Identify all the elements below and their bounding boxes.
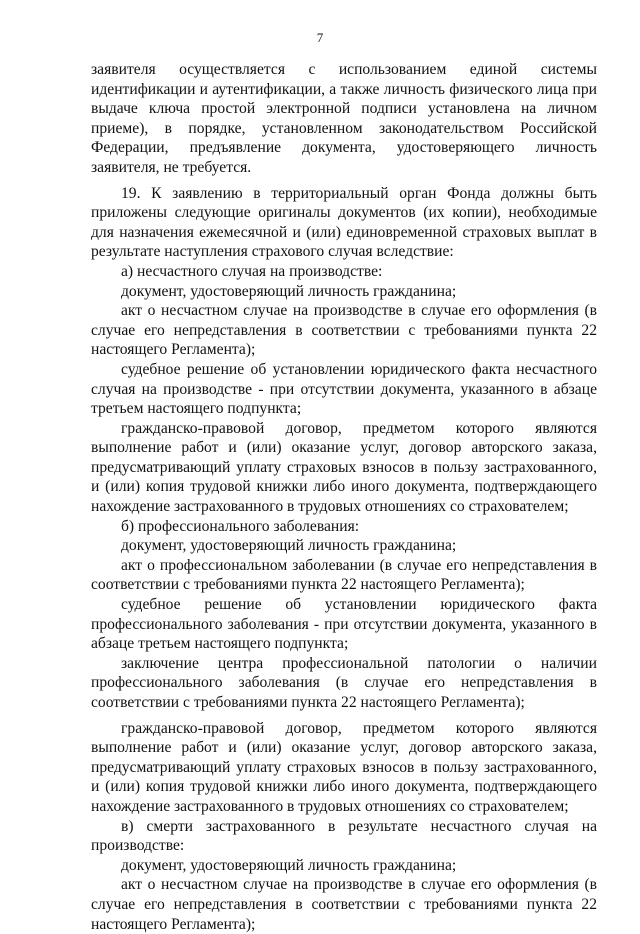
- paragraph: гражданско-правовой договор, предметом которого являются выполнение работ и (или) оказание услуг, договор авторского заказа, предусматривающий уплату страховых взносов в пользу застрахованного, и (или) копия трудовой книжки либо иного документа, подтверждающего нахождение застрахованного в трудовых отношениях со страхователем;: [91, 719, 597, 815]
- paragraph: акт о профессиональном заболевании (в случае его непредставления в соответствии с требованиями пункта 22 настоящего Регламента);: [91, 556, 597, 594]
- page-number: 7: [316, 30, 324, 45]
- paragraph: документ, удостоверяющий личность гражданина;: [121, 537, 457, 555]
- paragraph: акт о несчастном случае на производстве в случае его оформления (в случае его непредставления в соответствии с требованиями пункта 22 настоящего Регламента);: [91, 302, 597, 359]
- paragraph: заключение центра профессиональной патологии о наличии профессионального заболевания (в случае его непредставления в соответствии с требованиями пункта 22 настоящего Регламента);: [91, 654, 597, 711]
- paragraph: документ, удостоверяющий личность гражданина;: [121, 282, 457, 300]
- paragraph: судебное решение об установлении юридического факта несчастного случая на производстве - при отсутствии документа, указанного в абзаце третьем настоящего подпункта;: [91, 360, 597, 418]
- paragraph: судебное решение об установлении юридического факта профессионального заболевания - при отсутствии документа, указанного в абзаце третьем настоящего подпункта;: [91, 596, 597, 653]
- document-body: [91, 60, 597, 934]
- paragraph: акт о несчастном случае на производстве в случае его оформления (в случае его непредставления в соответствии с требованиями пункта 22 настоящего Регламента);: [91, 876, 597, 933]
- paragraph: б) профессионального заболевания:: [121, 517, 360, 535]
- paragraph: 19. К заявлению в территориальный орган Фонда должны быть приложены следующие оригиналы документов (их копии), необходимые для назначения ежемесячной и (или) единовременной страховых выплат в результате наступления страхового случая вследствие:: [91, 184, 597, 261]
- paragraph: в) смерти застрахованного в результате несчастного случая на производстве:: [91, 817, 597, 855]
- paragraph: гражданско-правовой договор, предметом которого являются выполнение работ и (или) оказание услуг, договор авторского заказа, предусматривающий уплату страховых взносов в пользу застрахованного, и (или) копия трудовой книжки либо иного документа, подтверждающего нахождение застрахованного в трудовых отношениях со страхователем;: [91, 419, 597, 516]
- paragraph: документ, удостоверяющий личность гражданина;: [121, 856, 457, 874]
- paragraph: а) несчастного случая на производстве:: [121, 262, 383, 280]
- paragraph: заявителя осуществляется с использованием единой системы идентификации и аутентификации, а также личность физического лица при выдаче ключа простой электронной подписи установлена на личном приеме), в порядке, установленном законодательством Российской Федерации, предъявление документа, удостоверяющего личность заявителя, не требуется.: [91, 61, 597, 176]
